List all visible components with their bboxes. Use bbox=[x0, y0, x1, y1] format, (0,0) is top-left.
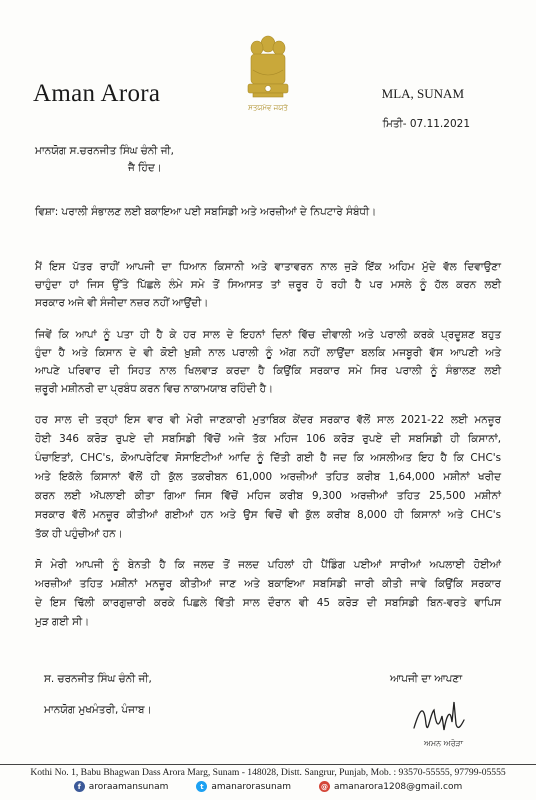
body-line: ਤੱਕ ਹੀ ਪਹੁੰਚੀਆਂ ਹਨ। bbox=[35, 528, 123, 540]
footer-divider bbox=[0, 764, 536, 765]
body-line: ਹੁੰਦਾ ਹੈ ਅਤੇ ਕਿਸਾਨ ਦੇ ਵੀ ਕੋਈ ਖ਼ੁਸ਼ੀ ਨਾਲ ਪਰਾਲੀ ਨੂੰ ਅੱਗ ਨਹੀਂ ਲਾਉਂਦਾ ਬਲਕਿ ਮਜਬੂਰੀ ਵੱਸ ਆਪਣੀ ਅਤੇ bbox=[35, 347, 501, 359]
closing-phrase: ਆਪਜੀ ਦਾ ਆਪਣਾ bbox=[390, 673, 463, 685]
twitter-handle: amanarorasunam bbox=[211, 781, 291, 792]
body-line: ਹਰ ਸਾਲ ਦੀ ਤਰ੍ਹਾਂ ਇਸ ਵਾਰ ਵੀ ਮੇਰੀ ਜਾਣਕਾਰੀ ਮੁਤਾਬਿਕ ਕੇਂਦਰ ਸਰਕਾਰ ਵੱਲੋਂ ਸਾਲ 2021-22 ਲਈ ਮਨਜ਼ੂਰ bbox=[35, 414, 501, 426]
body-line: ਜ਼ਰੂਰੀ ਮਸ਼ੀਨਰੀ ਦਾ ਪ੍ਰਬੰਧ ਕਰਨ ਵਿਚ ਨਾਕਾਮਯਾਬ ਰਹਿੰਦੀ ਹੈ। bbox=[35, 383, 274, 395]
facebook-handle: aroraamansunam bbox=[88, 781, 169, 792]
body-line: ਦੇ ਇਸ ਢਿੱਲੀ ਕਾਰਗੁਜ਼ਾਰੀ ਕਰਕੇ ਪਿਛਲੇ ਵਿੱਤੀ ਸਾਲ ਦੌਰਾਨ ਵੀ 45 ਕਰੋੜ ਦੀ ਸਬਸਿਡੀ ਬਿਨ-ਵਰਤੇ ਵਾਪਿਸ bbox=[35, 597, 501, 609]
body-line: ਅਰਜ਼ੀਆਂ ਤਹਿਤ ਮਸ਼ੀਨਾਂ ਮਨਜ਼ੂਰ ਕੀਤੀਆਂ ਜਾਣ ਅਤੇ ਬਕਾਇਆ ਸਬਸਿਡੀ ਜਾਰੀ ਕੀਤੀ ਜਾਵੇ ਕਿਉਂਕਿ ਸਰਕਾਰ bbox=[35, 578, 501, 590]
footer-socials bbox=[0, 781, 536, 792]
letterhead-designation: MLA, SUNAM bbox=[381, 86, 464, 101]
letterhead-name: Aman Arora bbox=[33, 80, 161, 107]
body-line: ਆਪਣੇ ਪਰਿਵਾਰ ਦੀ ਸਿਹਤ ਨਾਲ ਖਿਲਵਾੜ ਕਰਦਾ ਹੈ ਕਿਉਂਕਿ ਸਰਕਾਰ ਸਮੇ ਸਿਰ ਪਰਾਲੀ ਨੂੰ ਸੰਭਾਲਣ ਲਈ bbox=[35, 365, 501, 377]
national-emblem-icon bbox=[241, 30, 295, 118]
facebook-icon: f bbox=[74, 781, 85, 792]
handwritten-signature bbox=[410, 694, 490, 754]
body-line: ਸੋ ਮੇਰੀ ਆਪਜੀ ਨੂੰ ਬੇਨਤੀ ਹੈ ਕਿ ਜਲਦ ਤੋਂ ਜਲਦ ਪਹਿਲਾਂ ਹੀ ਪੈਂਡਿੰਗ ਪਈਆਂ ਸਾਰੀਆਂ ਅਪਲਾਈ ਹੋਈਆਂ bbox=[35, 559, 501, 571]
body-line: ਜਿਵੇਂ ਕਿ ਆਪਾਂ ਨੂੰ ਪਤਾ ਹੀ ਹੈ ਕੇ ਹਰ ਸਾਲ ਦੇ ਇਹਨਾਂ ਦਿਨਾਂ ਵਿੱਚ ਦੀਵਾਲੀ ਅਤੇ ਪਰਾਲੀ ਕਰਕੇ ਪ੍ਰਦੂਸ਼ਣ ਬਹੁਤ bbox=[35, 329, 501, 341]
body-line: ਹੋਈ 346 ਕਰੋੜ ਰੁਪਏ ਦੀ ਸਬਸਿਡੀ ਵਿੱਚੋਂ ਅਜੇ ਤੱਕ ਮਹਿਜ 106 ਕਰੋੜ ਰੁਪਏ ਦੀ ਸਬਸਿਡੀ ਹੀ ਕਿਸਾਨਾਂ, bbox=[35, 433, 501, 445]
greeting: ਜੈ ਹਿੰਦ। bbox=[128, 162, 162, 174]
addressee-name: ਸ. ਚਰਨਜੀਤ ਸਿੰਘ ਚੰਨੀ ਜੀ, bbox=[44, 673, 152, 685]
email-handle: amanarora1208@gmail.com bbox=[334, 781, 463, 792]
footer-address: Kothi No. 1, Babu Bhagwan Dass Arora Marg, Sunam - 148028, Distt. Sangrur, Punjab, Mob. : 93570-55555, 97799-05555 bbox=[30, 767, 506, 778]
salutation-line: ਮਾਨਯੋਗ ਸ.ਚਰਨਜੀਤ ਸਿੰਘ ਚੰਨੀ ਜੀ, bbox=[35, 145, 174, 157]
social-twitter[interactable] bbox=[196, 781, 291, 792]
body-line: ਚਾਹੁੰਦਾ ਹਾਂ ਜਿਸ ਉੱਤੇ ਪਿੱਛਲੇ ਲੰਮੇ ਸਮੇ ਤੋਂ ਸਿਆਸਤ ਤਾਂ ਜ਼ਰੂਰ ਹੋ ਰਹੀ ਹੈ ਪਰ ਮਸਲੇ ਨੂੰ ਹੱਲ ਕਰਨ ਲਈ bbox=[35, 279, 501, 291]
body-line: ਸਰਕਾਰ ਅਜੇ ਵੀ ਸੰਜੀਦਾ ਨਜ਼ਰ ਨਹੀਂ ਆਉਂਦੀ। bbox=[35, 297, 209, 309]
twitter-icon: t bbox=[196, 781, 207, 792]
body-line: ਕਰਨ ਲਈ ਅੱਪਲਾਈ ਕੀਤਾ ਗਿਆ ਜਿਸ ਵਿੱਚੋਂ ਮਹਿਜ ਕਰੀਬ 9,300 ਅਰਜ਼ੀਆਂ ਤਹਿਤ 25,500 ਮਸ਼ੀਨਾਂ bbox=[35, 490, 501, 502]
addressee-title: ਮਾਨਯੋਗ ਮੁਖਮੰਤਰੀ, ਪੰਜਾਬ। bbox=[44, 704, 152, 716]
body-line: ਪੰਚਾਇਤਾਂ, CHC's, ਕੋਆਪਰੇਟਿਵ ਸੋਸਾਇਟੀਆਂ ਆਦਿ ਨੂੰ ਦਿੱਤੀ ਗਈ ਹੈ ਜਦ ਕਿ ਅਸਲੀਅਤ ਇਹ ਹੈ ਕਿ CHC's bbox=[35, 452, 501, 464]
email-icon: @ bbox=[321, 782, 328, 791]
letter-date: ਮਿਤੀ- 07.11.2021 bbox=[382, 118, 470, 130]
body-line: ਸਰਕਾਰ ਵੱਲੋਂ ਮਨਜ਼ੂਰ ਕੀਤੀਆਂ ਗਈਆਂ ਹਨ ਅਤੇ ਉਸ ਵਿਚੋਂ ਵੀ ਕੁੱਲ ਕਰੀਬ 8,000 ਹੀ ਕਿਸਾਨਾਂ ਅਤੇ CHC's bbox=[35, 509, 501, 521]
social-email[interactable] bbox=[319, 781, 462, 792]
emblem-caption: ਸਤਯਮੇਵ ਜਯਤੇ bbox=[248, 104, 288, 112]
body-line: ਮੁੜ ਗਈ ਸੀ। bbox=[35, 616, 90, 628]
subject-line: ਵਿਸ਼ਾ: ਪਰਾਲੀ ਸੰਭਾਲਣ ਲਈ ਬਕਾਇਆ ਪਈ ਸਬਸਿਡੀ ਅਤੇ ਅਰਜ਼ੀਆਂ ਦੇ ਨਿਪਟਾਰੇ ਸੰਬੰਧੀ। bbox=[35, 206, 377, 218]
social-facebook[interactable] bbox=[74, 781, 169, 792]
signature-name: ਅਮਨ ਅਰੋੜਾ bbox=[424, 739, 464, 748]
body-line: ਮੈਂ ਇਸ ਪੱਤਰ ਰਾਹੀਂ ਆਪਜੀ ਦਾ ਧਿਆਨ ਕਿਸਾਨੀ ਅਤੇ ਵਾਤਾਵਰਨ ਨਾਲ ਜੁੜੇ ਇੱਕ ਅਹਿਮ ਮੁੱਦੇ ਵੱਲ ਦਿਵਾਉਣਾ bbox=[35, 261, 501, 273]
body-line: ਅਤੇ ਇਕੱਲੇ ਕਿਸਾਨਾਂ ਵੱਲੋਂ ਹੀ ਕੁੱਲ ਤਕਰੀਬਨ 61,000 ਅਰਜ਼ੀਆਂ ਤਹਿਤ ਕਰੀਬ 1,64,000 ਮਸ਼ੀਨਾਂ ਖਰੀਦ bbox=[35, 471, 501, 483]
